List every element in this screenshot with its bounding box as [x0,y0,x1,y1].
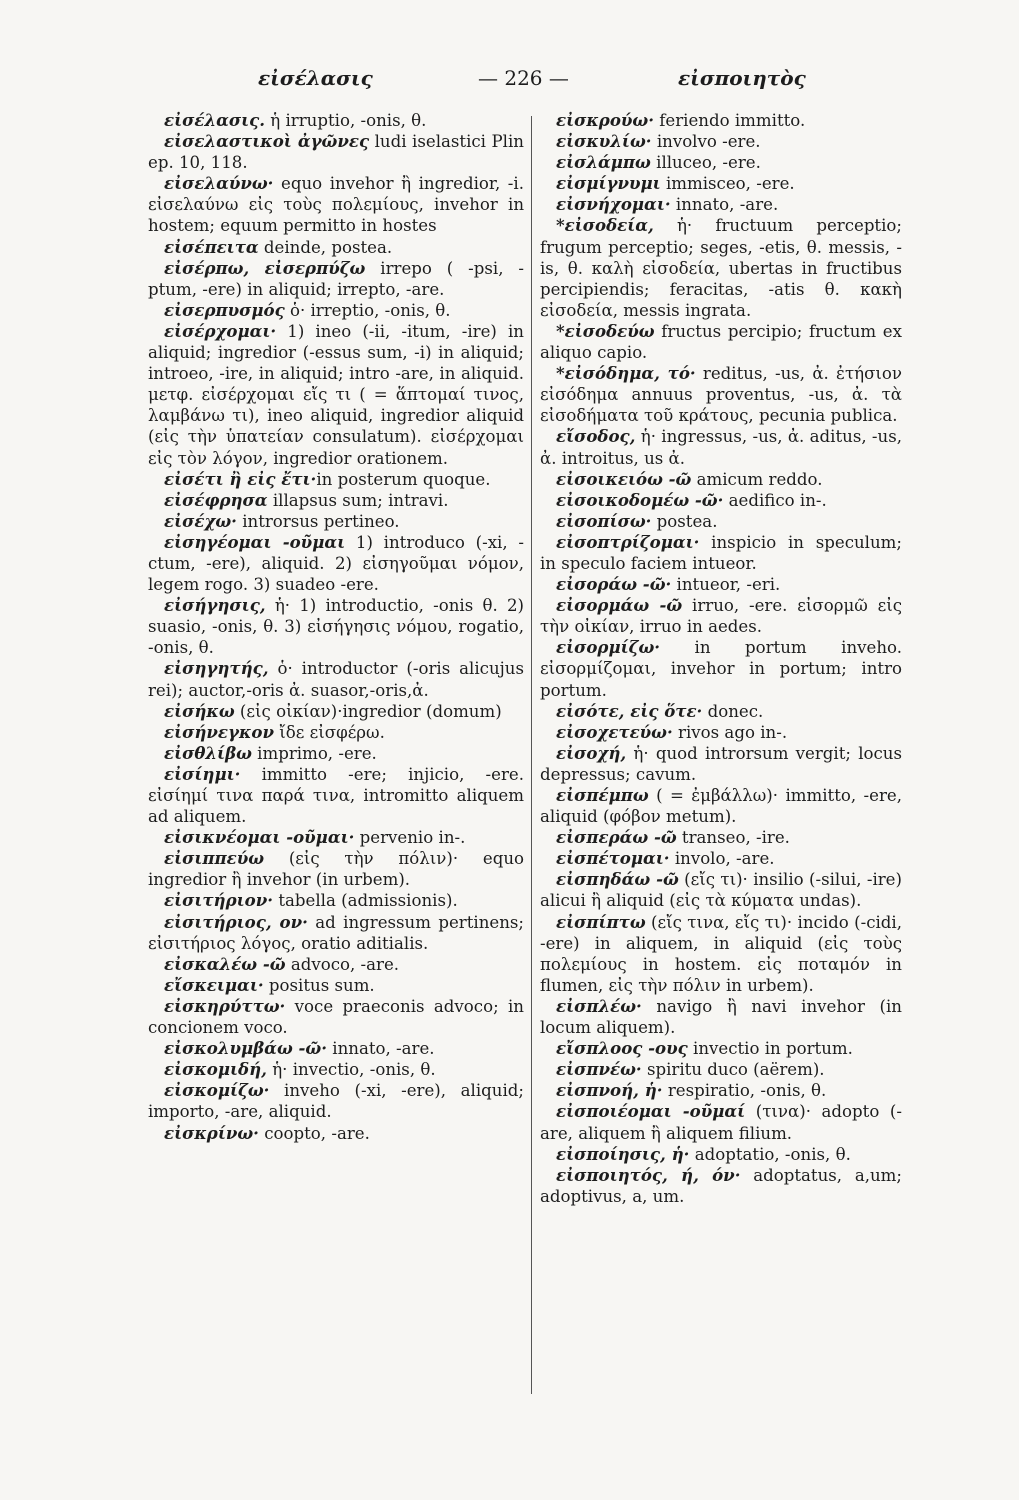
entry-definition: pervenio in-. [354,828,466,848]
entry-definition: inspicio in speculum; in speculo faciem intueor. [540,532,902,573]
entry-headword: εἰσέφρησα [164,489,268,510]
dictionary-entry [148,1080,524,1122]
entry-headword: εἰσήκω [164,700,235,721]
entry-definition: aedifico in-. [723,490,827,510]
entry-definition: ludi iselastici Plin ep. 10, 118. [148,132,524,173]
dictionary-entry [148,743,524,764]
dictionary-entry [148,1059,524,1080]
dictionary-entry [148,300,524,321]
entry-definition: invectio in portum. [687,1039,853,1059]
entry-definition: irrepo ( -psi, -ptum, -ere) in aliquid; irrepto, -are. [148,258,524,299]
entry-headword: εἰσποιέομαι -οῦμαί [556,1101,746,1122]
entry-headword: εἰσέρχομαι· [164,320,277,341]
entry-definition: reditus, -us, ἀ. ἐτήσιον εἰσόδημα annuus proventus, -us, ἀ. τὰ εἰσοδήματα τοῦ κράτους, pecunia publica. [540,364,902,426]
dictionary-entry [148,490,524,511]
entry-definition: tabella (admissionis). [273,891,458,911]
dictionary-entry [148,975,524,996]
dictionary-entry [148,469,524,490]
dictionary-entry [148,912,524,954]
entry-headword: εἰσπηδάω -ῶ [556,869,679,890]
entry-headword: εἰσοπίσω· [556,510,652,531]
entry-headword: εἰσήγησις, [164,595,266,616]
entry-definition: illapsus sum; intravi. [267,490,449,510]
entry-headword: εἰσπέμπω [556,785,649,805]
entry-headword: εἰσήνεγκον [164,721,274,742]
entry-headword: εἰσλάμπω [556,152,651,173]
dictionary-entry [148,110,524,131]
dictionary-entry [148,848,524,890]
dictionary-entry [148,722,524,743]
entry-headword: εἰσοικειόω -ῶ [556,468,692,489]
dictionary-entry [148,1123,524,1144]
entry-headword: εἴσπλοος -ους [556,1038,688,1059]
dictionary-entry [540,1144,902,1165]
entry-definition: adoptatus, a,um; adoptivus, a, um. [540,1165,902,1206]
dictionary-entry [148,258,524,300]
entry-definition: irruo, -ere. εἰσορμῶ εἰς τὴν οἰκίαν, irruo in aedes. [540,596,902,637]
entry-definition: inveho (-xi, -ere), aliquid; importo, -are, aliquid. [148,1081,524,1122]
entry-headword: εἰσιτήριος, ον· [164,911,308,932]
entry-headword: εἰσκρούω· [556,110,654,130]
entry-headword: εἰσπεράω -ῶ [556,827,677,848]
entry-definition: transeo, -ire. [676,828,790,848]
dictionary-entry [540,722,902,743]
dictionary-entry [148,764,524,827]
left-column [148,110,524,1144]
entry-headword: εἰσηγέομαι -οῦμαι [164,531,346,552]
dictionary-entry [540,426,902,468]
entry-definition: (εἴς τινα, εἴς τι)· incido (-cidi, -ere) in aliquem, in aliquid (εἰς τοὺς πολεμίους in hostem. εἰς ποταμόν in flumen, εἰς τὴν πόλιν in urbem). [540,912,902,995]
entry-headword: εἰσελαστικοὶ ἀγῶνες [164,131,370,152]
dictionary-entry [148,1038,524,1059]
running-header [148,66,848,96]
dictionary-entry [540,595,902,637]
entry-headword: εἰσθλίβω [164,742,252,763]
entry-definition: imprimo, -ere. [251,743,377,763]
entry-definition: 1) introduco (-xi, -ctum, -ere), aliquid. 2) εἰσηγοῦμαι νόμον, legem rogo. 3) suadeo -ere. [148,532,524,595]
page-number: — 226 — [478,66,569,90]
entry-definition: advoco, -are. [285,954,400,974]
entry-definition: ἡ· invectio, -onis, θ. [266,1060,436,1080]
dictionary-entry [540,574,902,595]
entry-headword: εἰσορμίζω· [556,637,661,658]
header-right-guideword: εἰσποιητὸς [678,66,806,90]
column-divider [531,116,532,1394]
dictionary-entry [148,996,524,1038]
entry-headword: εἰσμίγνυμι [556,173,661,194]
right-column [540,110,902,1207]
entry-definition: deinde, postea. [258,237,393,257]
entry-headword: εἰσικνέομαι -οῦμαι· [164,827,355,848]
entry-definition: ad ingressum pertinens; εἰσιτήριος λόγος, oratio aditialis. [148,912,525,953]
dictionary-entry [540,1101,902,1143]
entry-definition: coopto, -are. [258,1123,370,1143]
entry-definition: 1) ineo (-ii, -itum, -ire) in aliquid; ingredior (-essus sum, -i) in aliquid; introeo, -ire, in aliquid; intro -are, in aliquid. μετφ. εἰσέρχομαι εἴς τι ( = ἅπτομαί τινος, λαμβάνω τι), ineo aliquid, ingredior aliquid (εἰς τὴν ὑπατείαν consulatum). εἰσέρχομαι εἰς τὸν λόγον, ingredior orationem. [148,321,524,468]
dictionary-entry [540,1038,902,1059]
dictionary-entry [540,532,902,574]
entry-definition: immisceo, -ere. [660,174,795,194]
entry-headword: εἰσελαύνω· [164,173,274,194]
dictionary-entry [148,131,524,173]
entry-headword: *εἰσοδεία, [556,215,654,236]
entry-definition: ἡ· quod introrsum vergit; locus depressus; cavum. [540,743,902,784]
entry-headword: *εἰσόδημα, τό· [556,363,696,384]
entry-headword: εἰσπλέω· [556,995,642,1016]
entry-headword: εἰσιππεύω [164,848,265,869]
dictionary-entry [540,152,902,173]
entry-headword: εἰσηγητής, [164,658,269,679]
dictionary-entry [540,321,902,363]
dictionary-entry [148,701,524,722]
entry-definition: fructus percipio; fructum ex aliquo capio. [540,321,902,363]
dictionary-entry [540,869,902,911]
dictionary-entry [148,237,524,258]
entry-definition: ἡ· fructuum perceptio; frugum perceptio; seges, -etis, θ. messis, -is, θ. καλὴ εἰσοδεία, ubertas in fructibus percipiendis; feracitas, -atis θ. κακὴ εἰσοδεία, messis ingrata. [540,216,902,320]
entry-definition: equo invehor ἢ ingredior, -i. εἰσελαύνω εἰς τοὺς πολεμίους, invehor in hostem; equum permitto in hostes [148,174,524,236]
entry-definition: in portum inveho. εἰσορμίζομαι, invehor in portum; intro portum. [540,638,902,700]
entry-headword: εἰσπνέω· [556,1059,642,1080]
dictionary-entry [540,827,902,848]
dictionary-entry [540,363,902,426]
dictionary-entry [540,912,902,996]
dictionary-entry [540,511,902,532]
entry-definition: illuceo, -ere. [650,153,761,173]
entry-headword: εἰσίημι· [164,763,241,784]
entry-headword: εἰσκομίζω· [164,1080,270,1101]
entry-definition: immitto -ere; injicio, -ere. εἰσίημί τινα παρά τινα, intromitto aliquem ad aliquem. [148,764,524,827]
dictionary-entry [540,637,902,700]
entry-definition: (εἴς τι)· insilio (-silui, -ire) alicui ἢ aliquid (εἰς τὰ κύματα undas). [540,870,902,911]
entry-headword: εἰσποίησις, ἡ· [556,1143,690,1164]
entry-definition: innato, -are. [670,195,779,215]
entry-definition: innato, -are. [326,1039,435,1059]
entry-definition: ἡ· 1) introductio, -onis θ. 2) suasio, -onis, θ. 3) εἰσήγησις νόμου, rogatio, -onis, θ. [148,596,524,658]
dictionary-entry [540,173,902,194]
entry-headword: εἰσπίπτω [556,911,646,932]
dictionary-entry [148,954,524,975]
entry-headword: εἴσκειμαι· [164,974,264,995]
dictionary-entry [148,595,524,658]
dictionary-entry [148,321,524,469]
entry-definition: (τινα)· adopto (-are, aliquem ἢ aliquem filium. [540,1102,902,1143]
entry-definition: ὁ· irreptio, -onis, θ. [284,300,451,320]
entry-definition: introrsus pertineo. [236,511,400,531]
entry-definition: respiratio, -onis, θ. [662,1081,827,1101]
entry-headword: εἰσορμάω -ῶ [556,595,683,616]
entry-definition: (εἰς τὴν πόλιν)· equo ingredior ἢ invehor (in urbem). [148,849,524,890]
entry-headword: εἰσέχω· [164,510,237,531]
entry-headword: εἰσοπτρίζομαι· [556,531,700,552]
dictionary-entry [540,490,902,511]
entry-definition: amicum reddo. [691,469,823,489]
entry-headword: εἰσνήχομαι· [556,194,671,215]
entry-headword: εἰσοχετεύω· [556,721,673,742]
entry-headword: εἰσπέτομαι· [556,848,670,869]
dictionary-entry [148,827,524,848]
dictionary-entry [148,532,524,595]
entry-headword: εἰσκηρύττω· [164,995,286,1016]
entry-definition: rivos ago in-. [672,722,788,742]
dictionary-entry [540,131,902,152]
dictionary-entry [540,110,902,131]
entry-definition: ὁ· introductor (-oris alicujus rei); auctor,-oris ἀ. suasor,-oris,ἀ. [148,659,524,700]
entry-headword: εἴσοδος, [556,426,636,447]
entry-definition: adoptatio, -onis, θ. [689,1144,851,1164]
header-left-guideword: εἰσέλασις [258,66,373,90]
entry-definition: ἴδε εἰσφέρω. [274,722,385,742]
entry-definition: voce praeconis advoco; in concionem voco. [148,996,524,1038]
dictionary-entry [540,743,902,785]
entry-definition: involvo -ere. [651,132,761,152]
entry-definition: ἡ irruptio, -onis, θ. [265,111,427,130]
dictionary-entry [540,701,902,722]
entry-headword: εἰσκυλίω· [556,131,652,152]
dictionary-entry [540,215,902,320]
entry-headword: εἰσκομιδή, [164,1059,267,1080]
entry-headword: εἰσέλασις. [164,110,265,130]
entry-headword: εἰσκρίνω· [164,1122,259,1143]
entry-headword: εἰσότε, εἰς ὅτε· [556,700,703,721]
dictionary-entry [540,785,902,827]
entry-definition: intueor, -eri. [671,575,781,595]
entry-headword: εἰσκολυμβάω -ῶ· [164,1038,327,1059]
entry-definition: donec. [702,701,764,721]
entry-definition: postea. [651,511,718,531]
entry-headword: εἰσκαλέω -ῶ [164,953,286,974]
entry-definition: navigo ἢ navi invehor (in locum aliquem). [540,996,902,1038]
entry-definition: involo, -are. [669,849,775,869]
entry-definition: in posterum quoque. [316,469,491,489]
dictionary-entry [148,658,524,700]
entry-definition: ἡ· ingressus, -us, ἀ. aditus, -us, ἀ. introitus, us ἀ. [540,427,902,468]
entry-headword: εἰσοχή, [556,742,627,763]
entry-definition: positus sum. [263,975,375,995]
entry-headword: εἰσοράω -ῶ· [556,574,672,595]
entry-headword: εἰσιτήριον· [164,890,274,911]
dictionary-entry [540,469,902,490]
entry-definition: spiritu duco (aërem). [641,1060,825,1080]
entry-headword: εἰσερπυσμός [164,299,285,320]
entry-headword: εἰσπνοή, ἡ· [556,1080,663,1101]
entry-headword: εἰσέπειτα [164,236,259,257]
entry-headword: εἰσποιητός, ή, όν· [556,1164,741,1185]
dictionary-entry [540,1059,902,1080]
dictionary-entry [148,511,524,532]
entry-headword: *εἰσοδεύω [556,320,655,341]
dictionary-entry [148,173,524,236]
dictionary-entry [540,848,902,869]
entry-definition: feriendo immitto. [653,111,806,130]
entry-headword: εἰσοικοδομέω -ῶ· [556,489,724,510]
dictionary-entry [540,996,902,1038]
entry-definition: ( = ἐμβάλλω)· immitto, -ere, aliquid (φόβον metum). [540,786,902,827]
entry-definition: (εἰς οἰκίαν)·ingredior (domum) [234,701,502,721]
entry-headword: εἰσέρπω, εἰσερπύζω [164,257,366,278]
dictionary-entry [148,890,524,911]
dictionary-entry [540,1080,902,1101]
dictionary-entry [540,194,902,215]
entry-headword: εἰσέτι ἢ εἰς ἔτι· [164,468,317,489]
dictionary-entry [540,1165,902,1207]
